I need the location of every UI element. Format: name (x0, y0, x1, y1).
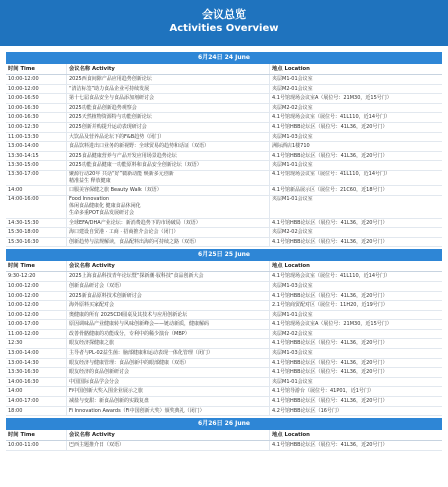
session-location: 4.1号馆HBB论坛区（展位号：41L36，近20号门） (269, 123, 442, 132)
session-activity (66, 272, 269, 281)
session-location: 4.1号馆现场会议室（展位号：41L110，近14号门） (269, 272, 442, 281)
session-activity (66, 282, 269, 291)
session-activity (66, 186, 269, 195)
column-header-activity: 会议名称 Activity (66, 64, 269, 74)
session-time: 10:00-11:00 (8, 442, 39, 449)
activity-line: 2025功能食品创新趋势观察会 (69, 104, 137, 111)
table-row (6, 397, 442, 407)
table-row (6, 219, 442, 229)
day-header: 6月26日 26 June (6, 418, 442, 430)
session-time: 10:00-12:00 (8, 85, 39, 92)
table-row (6, 85, 442, 95)
table-row (6, 311, 442, 321)
session-activity (66, 359, 269, 368)
page-header (0, 0, 448, 46)
activity-line: 海外原料买家配对会 (69, 302, 115, 309)
day-header: 6月24日 24 June (6, 52, 442, 64)
activity-line: 创新食品研讨会（双语） (69, 282, 125, 289)
table-row (6, 272, 442, 282)
session-location: 夹层M2-02会议室 (269, 104, 442, 113)
column-header-location: 地点 Location (269, 430, 442, 440)
session-time: 14:30-15:30 (8, 219, 39, 226)
activity-line: 2025食品健康营养与产品开发应用场景趋势论坛 (69, 152, 177, 159)
activity-line: 主导者与PL-02益生菌：脑部健康和运动表现一体化管理（闭门） (69, 350, 213, 357)
session-activity (66, 228, 269, 237)
activity-line: 眼友经济的食品创新研讨会 (69, 369, 130, 376)
table-row (6, 104, 442, 114)
table-row (6, 378, 442, 388)
activity-line: 中国国际食品学会分会 (69, 378, 120, 385)
session-activity (66, 397, 269, 406)
session-activity (66, 94, 269, 103)
session-activity (66, 196, 269, 218)
session-activity (66, 123, 269, 132)
page-title-cn: 会议总览 (202, 8, 246, 21)
session-activity (66, 339, 269, 348)
session-activity (66, 407, 269, 416)
activity-line: “清洁标签”助力食品企业可持续发展 (69, 85, 150, 92)
session-activity (66, 349, 269, 358)
session-time: 11:00-12:00 (8, 330, 39, 337)
session-location: 夹层M2-02会议室 (269, 330, 442, 339)
activity-line: 奥健康的所有 2025CDI圆桌及其技术与应用创新论坛 (69, 311, 188, 318)
table-row (6, 238, 442, 248)
session-activity (66, 133, 269, 142)
table-row (6, 196, 442, 219)
session-activity (66, 75, 269, 84)
session-time: 10:00-16:50 (8, 95, 39, 102)
session-location: 夹层M1-03会议室 (269, 133, 442, 142)
table-row (6, 368, 442, 378)
activity-line: 海口建设自贸港 · 工商 · 招商推介会论会（闭门） (69, 229, 179, 236)
session-time: 10:00-16:30 (8, 114, 39, 121)
session-time: 13:00-14:00 (8, 350, 39, 357)
activity-line: 创新趋势与法规解读，食品配料出海的可持续之路（双语） (69, 238, 200, 245)
session-time: 13:00-14:30 (8, 359, 39, 366)
session-location: 夹层M1-01会议室 (269, 378, 442, 387)
activity-line: 口服美容保健之旅 Beauty Walk（双语） (69, 187, 162, 194)
day-header: 6月25日 25 June (6, 249, 442, 261)
schedule-table (0, 46, 448, 451)
activity-line: 2025功能食品健康一功能原料和食品安全创新论坛（双语） (69, 162, 202, 169)
table-row (6, 387, 442, 397)
session-activity (66, 142, 269, 151)
session-activity (66, 219, 269, 228)
session-location: 2.1号馆商贸配对区（展位号：11H20，近19号门） (269, 301, 442, 310)
session-time: 15:30-16:30 (8, 238, 39, 245)
table-row (6, 441, 442, 451)
activity-line: 精准益生 释放健康 (69, 178, 111, 185)
activity-line: 眼友经济与健康管理：食品创新中的眼部健康（双语） (69, 359, 190, 366)
activity-line: Fi中国创新大奖入围企业展示之旅 (69, 388, 143, 395)
session-time: 10:00-12:30 (8, 123, 39, 130)
session-time: 15:30-18:00 (8, 229, 39, 236)
session-activity (66, 378, 269, 387)
session-time: 10:00-17:00 (8, 321, 39, 328)
session-location: 4.1号馆导游台（展位号：41P01，近1号门） (269, 387, 442, 396)
session-activity (66, 311, 269, 320)
session-time: 13:00-14:00 (8, 143, 39, 150)
activity-line: 体闲食品健康化 健康食品休闲化 (69, 203, 141, 210)
column-header-activity: 会议名称 Activity (66, 430, 269, 440)
activity-line: 食品饮料进出口业务的新视野：全球贸易的趋势和话证（双语） (69, 143, 210, 150)
table-row (6, 320, 442, 330)
session-location: 夹层M2-02会议室 (269, 228, 442, 237)
table-row (6, 282, 442, 292)
session-location: 4.1号馆现场会议室（展位号：41L110，近14号门） (269, 171, 442, 185)
session-location: 4.1号馆现场会议室（展位号：41L110，近14号门） (269, 113, 442, 122)
activity-line: 聚源行动20年 共话“好”微新动能 焕新多元创新 (69, 170, 174, 177)
session-location: 4.2号馆HBB论坛区（16号门） (269, 407, 442, 416)
session-time: 13:30-14:15 (8, 152, 39, 159)
session-time: 18:00 (8, 407, 23, 414)
column-header-location: 地点 Location (269, 64, 442, 74)
session-time: 14:00-16:00 (8, 195, 39, 202)
activity-line: 全球EFA/DHA产业论坛：新消费趋势下的市场破局（双语） (69, 219, 201, 226)
table-row (6, 152, 442, 162)
session-time: 14:00 (8, 388, 23, 395)
session-location: 4.1号馆HBB论坛区（展位号：41L36，近20号门） (269, 238, 442, 247)
session-location: 4.1号馆HBB论坛区（展位号：41L36，近20号门） (269, 441, 442, 450)
session-location: 4.1号馆HBB论坛区（展位号：41L36，近20号门） (269, 152, 442, 161)
session-activity (66, 368, 269, 377)
activity-line: 第十七届食品安全与食品添加剂研讨会 (69, 95, 155, 102)
session-activity (66, 238, 269, 247)
table-row (6, 75, 442, 85)
table-row (6, 171, 442, 186)
activity-line: Fi Innovation Awards（Fi中国创新大奖）颁奖典礼（闭门） (69, 407, 205, 414)
session-location: 夹层M1-01会议室 (269, 196, 442, 218)
session-location: 夹层M1-01会议室 (269, 161, 442, 170)
session-time: 10:00-12:00 (8, 292, 39, 299)
session-location: 4.1号馆现场会议室A（展位号：21M30，近15号门） (269, 94, 442, 103)
table-row (6, 349, 442, 359)
table-row (6, 123, 442, 133)
session-time: 10:00-12:00 (8, 302, 39, 309)
activity-line: 大饮品及营养品论坛下的F&B趋势（闭门） (69, 133, 165, 140)
session-time: 10:00-12:00 (8, 282, 39, 289)
table-row (6, 292, 442, 302)
table-row (6, 339, 442, 349)
session-activity (66, 387, 269, 396)
activity-line: 2025天然植物资源特与功能创新论坛 (69, 114, 152, 121)
activity-line: 2025上海食品科技青年论坛暨“探新潮·驭科技”食品创新大会 (69, 273, 204, 280)
session-time: 10:00-12:00 (8, 76, 39, 82)
table-row (6, 94, 442, 104)
activity-line: Food Innovation (69, 195, 110, 202)
table-row (6, 113, 442, 123)
session-activity (66, 330, 269, 339)
activity-line: 2025创新并购提升运动表现研讨会 (69, 123, 147, 130)
column-header-location: 地点 Location (269, 261, 442, 271)
session-location: 夹层M1-01会议室 (269, 311, 442, 320)
table-row (6, 186, 442, 196)
table-row (6, 359, 442, 369)
session-location: 洲际酒店1楼710 (269, 142, 442, 151)
session-location: 4.1号馆HBB论坛区（展位号：41L36，近20号门） (269, 219, 442, 228)
session-activity (66, 441, 269, 450)
table-row (6, 228, 442, 238)
table-row (6, 142, 442, 152)
activity-line: 2025新食品原料技术创新研讨会 (69, 292, 142, 299)
activity-line: 改善骨骼健康的功能成分，专利中的稀少演台（MBP） (69, 330, 190, 337)
session-time: 14:00 (8, 187, 23, 194)
column-header-row (6, 261, 442, 272)
table-row (6, 407, 442, 417)
column-header-time: 时间 Time (8, 66, 35, 72)
session-time: 12:30 (8, 340, 23, 347)
session-time: 10:00-12:00 (8, 311, 39, 318)
session-time: 13:30-17:00 (8, 170, 39, 177)
session-activity (66, 320, 269, 329)
column-header-row (6, 64, 442, 75)
activity-line: 2025西食间隙产品应用趋势创新论坛 (69, 76, 152, 82)
session-location: 4.1号馆HBB论坛区（展位号：41L36，近20号门） (269, 397, 442, 406)
activity-line: 原因调味品产业健康转与风味创新峰会——链动新质，健康解码 (69, 321, 210, 328)
session-location: 夹层M2-01会议室 (269, 85, 442, 94)
activity-line: 巴西主题推介日（双语） (69, 442, 125, 449)
session-activity (66, 152, 269, 161)
activity-line: 眼友经济探健康之旅 (69, 340, 115, 347)
session-time: 11:00-13:30 (8, 133, 39, 140)
activity-line: 生命多重POT食品发展研讨会 (69, 210, 135, 217)
session-time: 14:00-16:30 (8, 378, 39, 385)
session-location: 4.1号馆HBB论坛区（展位号：41L36，近20号门） (269, 339, 442, 348)
session-time: 10:00-16:30 (8, 104, 39, 111)
session-time: 13:30-15:00 (8, 162, 39, 169)
column-header-row (6, 430, 442, 441)
session-time: 13:30-16:30 (8, 369, 39, 376)
session-time: 14:00-17:00 (8, 398, 39, 405)
session-location: 4.1号馆新品展示区（展位号：21C60，近18号门） (269, 186, 442, 195)
table-row (6, 133, 442, 143)
session-activity (66, 113, 269, 122)
session-activity (66, 85, 269, 94)
session-activity (66, 161, 269, 170)
session-location: 夹层M1-03会议室 (269, 282, 442, 291)
session-activity (66, 292, 269, 301)
column-header-time: 时间 Time (8, 263, 35, 270)
session-activity (66, 171, 269, 185)
session-activity (66, 301, 269, 310)
session-location: 4.1号馆HBB论坛区（展位号：41L36，近20号门） (269, 292, 442, 301)
table-row (6, 330, 442, 340)
session-location: 夹层M1-03会议室 (269, 349, 442, 358)
column-header-time: 时间 Time (8, 432, 35, 439)
session-location: 4.1号馆HBB论坛区（展位号：41L36，近20号门） (269, 359, 442, 368)
session-activity (66, 104, 269, 113)
table-row (6, 301, 442, 311)
session-location: 4.1号馆HBB论坛区（展位号：41L36，近20号门） (269, 368, 442, 377)
column-header-activity: 会议名称 Activity (66, 261, 269, 271)
session-location: 夹层M1-01会议室 (269, 75, 442, 84)
table-row (6, 161, 442, 171)
session-location: 4.1号馆现场会议室A（展位号：21M30，近15号门） (269, 320, 442, 329)
page-title-en: Activities Overview (169, 23, 279, 34)
activity-line: 减盐与变甜：新食品创新的实践复盘 (69, 398, 150, 405)
session-time: 9:30-12:20 (8, 273, 36, 280)
